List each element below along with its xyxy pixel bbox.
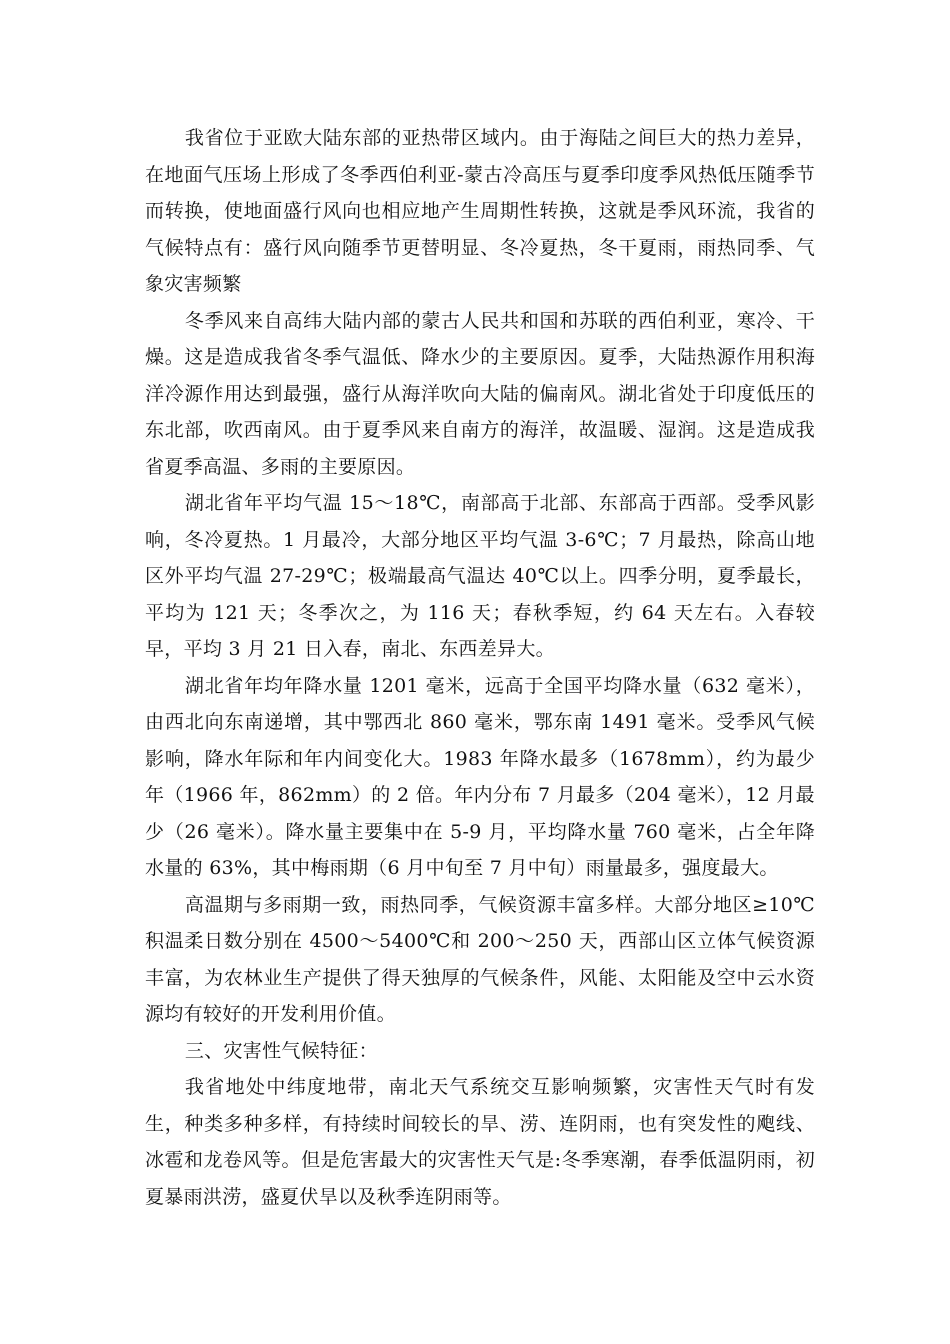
section-heading: 三、灾害性气候特征： [184, 1039, 378, 1062]
paragraph-temperature: 湖北省年平均气温 15～18℃，南部高于北部、东部高于西部。受季风影响，冬冷夏热。1 月最冷，大部分地区平均气温 3-6℃；7 月最热，除高山地区外平均气温 27-29℃；极端最高气温达 40℃以上。四季分明，夏季最长，平均为 121 天；冬季次之，为 116 天；春秋季短，约 64 天左右。入春较早，平均 3 月 21 日入春，南北、东西差异大。 [145, 492, 815, 660]
paragraph-climate-resources: 高温期与多雨期一致，雨热同季，气候资源丰富多样。大部分地区≥10℃积温柔日数分别在 4500～5400℃和 200～250 天，西部山区立体气候资源丰富，为农林业生产提供了得天独厚的气候条件，风能、太阳能及空中云水资源均有较好的开发利用价值。 [145, 893, 815, 1025]
document-body [145, 120, 815, 1215]
paragraph-disasters: 我省地处中纬度地带，南北天气系统交互影响频繁，灾害性天气时有发生，种类多种多样，有持续时间较长的旱、涝、连阴雨，也有突发性的飑线、冰雹和龙卷风等。但是危害最大的灾害性天气是:冬季寒潮，春季低温阴雨，初夏暴雨洪涝，盛夏伏旱以及秋季连阴雨等。 [145, 1076, 815, 1208]
paragraph-climate-overview: 我省位于亚欧大陆东部的亚热带区域内。由于海陆之间巨大的热力差异，在地面气压场上形成了冬季西伯利亚-蒙古冷高压与夏季印度季风热低压随季节而转换，使地面盛行风向也相应地产生周期性转换，这就是季风环流，我省的气候特点有：盛行风向随季节更替明显、冬冷夏热，冬干夏雨，雨热同季、气象灾害频繁 [145, 127, 815, 295]
paragraph-precipitation: 湖北省年均年降水量 1201 毫米，远高于全国平均降水量（632 毫米），由西北向东南递增，其中鄂西北 860 毫米，鄂东南 1491 毫米。受季风气候影响，降水年际和年内间变化大。1983 年降水最多（1678mm），约为最少年（1966 年，862mm）的 2 倍。年内分布 7 月最多（204 毫米），12 月最少（26 毫米）。降水量主要集中在 5-9 月，平均降水量 760 毫米，占全年降水量的 63%，其中梅雨期（6 月中旬至 7 月中旬）雨量最多，强度最大。 [145, 674, 815, 879]
paragraph-monsoon: 冬季风来自高纬大陆内部的蒙古人民共和国和苏联的西伯利亚，寒冷、干燥。这是造成我省冬季气温低、降水少的主要原因。夏季，大陆热源作用积海洋冷源作用达到最强，盛行从海洋吹向大陆的偏南风。湖北省处于印度低压的东北部，吹西南风。由于夏季风来自南方的海洋，故温暖、湿润。这是造成我省夏季高温、多雨的主要原因。 [145, 309, 815, 478]
